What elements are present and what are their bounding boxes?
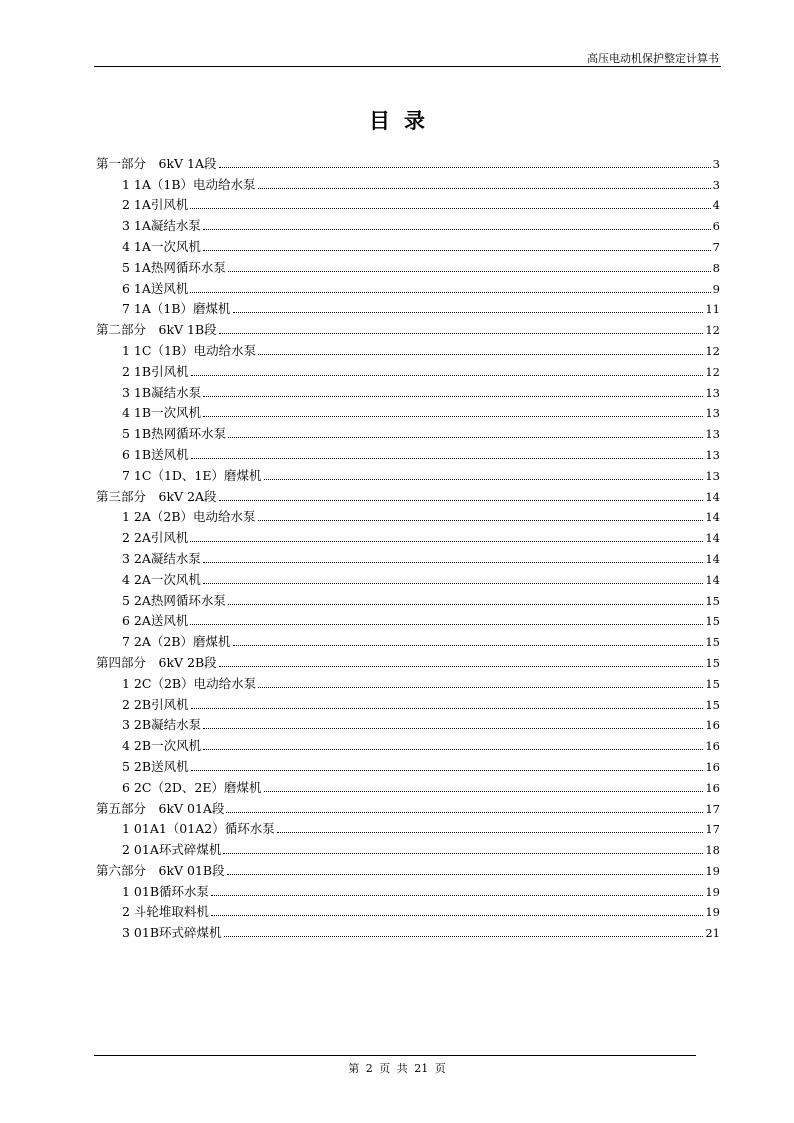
toc-entry-label: 2 1B引风机 [122,363,189,379]
toc-subsection-entry[interactable] [96,628,720,649]
dot-leader [228,604,703,605]
dot-leader [219,167,711,168]
dot-leader [226,812,703,813]
toc-entry-label: 1 1A（1B）电动给水泵 [122,176,256,192]
toc-entry-page-number: 11 [705,302,720,317]
toc-subsection-entry[interactable] [96,691,720,712]
toc-section-entry[interactable] [96,649,720,670]
header-title: 高压电动机保护整定计算书 [587,52,719,65]
toc-entry-page-number: 15 [705,697,720,712]
toc-entry-page-number: 3 [712,156,720,171]
toc-entry-page-number: 17 [705,801,720,816]
toc-entry-page-number: 16 [705,780,720,795]
toc-entry-page-number: 17 [705,822,720,837]
toc-entry-page-number: 12 [705,364,720,379]
toc-entry-page-number: 19 [705,863,720,878]
toc-subsection-entry[interactable] [96,379,720,400]
toc-entry-label: 1 2A（2B）电动给水泵 [122,509,256,525]
toc-subsection-entry[interactable] [96,400,720,421]
toc-subsection-entry[interactable] [96,212,720,233]
toc-entry-label: 4 2A一次风机 [122,571,201,587]
toc-subsection-entry[interactable] [96,753,720,774]
toc-subsection-entry[interactable] [96,358,720,379]
dot-leader [258,354,703,355]
toc-entry-label: 6 2A送风机 [122,613,189,629]
toc-entry-page-number: 14 [705,489,720,504]
toc-subsection-entry[interactable] [96,774,720,795]
toc-entry-label: 7 1C（1D、1E）磨煤机 [122,467,262,483]
toc-subsection-entry[interactable] [96,275,720,296]
toc-entry-page-number: 15 [705,635,720,650]
dot-leader [258,687,703,688]
toc-subsection-entry[interactable] [96,171,720,192]
dot-leader [228,437,703,438]
toc-section-entry[interactable] [96,795,720,816]
toc-entry-page-number: 13 [705,447,720,462]
toc-entry-page-number: 15 [705,614,720,629]
toc-subsection-entry[interactable] [96,608,720,629]
toc-entry-page-number: 16 [705,739,720,754]
toc-entry-page-number: 14 [705,531,720,546]
toc-section-entry[interactable] [96,150,720,171]
dot-leader [233,312,704,313]
toc-entry-page-number: 19 [705,905,720,920]
toc-entry-label: 3 1B凝结水泵 [122,384,202,400]
dot-leader [203,396,703,397]
dot-leader [211,895,703,896]
toc-entry-label: 5 2A热网循环水泵 [122,592,226,608]
page-header [94,46,721,67]
dot-leader [223,853,703,854]
toc-entry-label: 3 2B凝结水泵 [122,717,202,733]
toc-subsection-entry[interactable] [96,192,720,213]
toc-subsection-entry[interactable] [96,254,720,275]
toc-entry-page-number: 13 [705,406,720,421]
toc-entry-page-number: 13 [705,468,720,483]
toc-entry-label: 6 1A送风机 [122,280,189,296]
toc-entry-page-number: 7 [712,239,720,254]
toc-entry-label: 第三部分 6kV 2A段 [96,488,217,504]
toc-subsection-entry[interactable] [96,836,720,857]
toc-entry-page-number: 6 [712,219,720,234]
dot-leader [203,416,703,417]
dot-leader [191,458,704,459]
toc-section-entry[interactable] [96,857,720,878]
toc-entry-label: 第四部分 6kV 2B段 [96,654,217,670]
dot-leader [203,728,703,729]
toc-entry-page-number: 9 [712,281,720,296]
toc-section-entry[interactable] [96,483,720,504]
dot-leader [233,645,704,646]
toc-subsection-entry[interactable] [96,878,720,899]
dot-leader [191,708,704,709]
toc-subsection-entry[interactable] [96,504,720,525]
toc-subsection-entry[interactable] [96,732,720,753]
toc-entry-label: 4 1A一次风机 [122,238,201,254]
dot-leader [219,666,704,667]
toc-entry-page-number: 4 [712,198,720,213]
toc-entry-label: 5 1B热网循环水泵 [122,426,227,442]
toc-entry-label: 3 1A凝结水泵 [122,218,201,234]
toc-subsection-entry[interactable] [96,919,720,940]
toc-subsection-entry[interactable] [96,524,720,545]
toc-entry-label: 3 01B环式碎煤机 [122,925,222,941]
toc-title: 目录 [369,108,439,133]
toc-subsection-entry[interactable] [96,899,720,920]
toc-entry-label: 7 2A（2B）磨煤机 [122,634,231,650]
dot-leader [258,520,704,521]
toc-entry-label: 第一部分 6kV 1A段 [96,155,217,171]
toc-entry-page-number: 16 [705,759,720,774]
toc-subsection-entry[interactable] [96,587,720,608]
toc-entry-page-number: 18 [705,843,720,858]
dot-leader [264,479,704,480]
toc-entry-page-number: 15 [705,676,720,691]
dot-leader [227,874,704,875]
toc-entry-page-number: 3 [712,177,720,192]
toc-entry-label: 4 2B一次风机 [122,738,202,754]
toc-entry-page-number: 12 [705,343,720,358]
toc-entry-page-number: 15 [705,593,720,608]
toc-entry-label: 1 01B循环水泵 [122,883,210,899]
toc-subsection-entry[interactable] [96,441,720,462]
toc-subsection-entry[interactable] [96,712,720,733]
toc-entry-label: 5 1A热网循环水泵 [122,259,226,275]
toc-subsection-entry[interactable] [96,545,720,566]
toc-subsection-entry[interactable] [96,233,720,254]
toc-subsection-entry[interactable] [96,816,720,837]
toc-entry-label: 6 1B送风机 [122,446,189,462]
toc-entry-page-number: 21 [705,926,720,941]
toc-subsection-entry[interactable] [96,337,720,358]
toc-entry-page-number: 14 [705,572,720,587]
toc-subsection-entry[interactable] [96,296,720,317]
toc-entry-page-number: 14 [705,551,720,566]
toc-entry-label: 3 2A凝结水泵 [122,550,201,566]
toc-entry-page-number: 16 [705,718,720,733]
toc-entry-label: 2 2A引风机 [122,530,189,546]
toc-entry-label: 2 2B引风机 [122,696,189,712]
toc-entry-label: 5 2B送风机 [122,758,189,774]
dot-leader [219,500,704,501]
toc-entry-label: 6 2C（2D、2E）磨煤机 [122,779,262,795]
dot-leader [228,271,711,272]
toc-entry-label: 第二部分 6kV 1B段 [96,322,217,338]
toc-entry-page-number: 14 [705,510,720,525]
dot-leader [190,208,710,209]
toc-subsection-entry[interactable] [96,420,720,441]
dot-leader [191,375,704,376]
dot-leader [211,915,703,916]
dot-leader [203,749,703,750]
toc-entry-label: 1 1C（1B）电动给水泵 [122,342,257,358]
dot-leader [224,936,704,937]
page-number-footer: 第 2 页 共 21 页 [348,1062,446,1075]
toc-entry-label: 7 1A（1B）磨煤机 [122,301,231,317]
dot-leader [191,770,704,771]
toc-entry-label: 4 1B一次风机 [122,405,202,421]
dot-leader [203,583,703,584]
dot-leader [219,333,704,334]
toc-entry-page-number: 12 [705,323,720,338]
toc-entry-page-number: 15 [705,655,720,670]
toc-entry-label: 1 01A1（01A2）循环水泵 [122,821,275,837]
dot-leader [203,562,703,563]
dot-leader [190,292,710,293]
dot-leader [203,250,711,251]
toc-section-entry[interactable] [96,316,720,337]
dot-leader [264,791,704,792]
toc-entry-label: 2 1A引风机 [122,197,189,213]
toc-entry-label: 第五部分 6kV 01A段 [96,800,225,816]
toc-subsection-entry[interactable] [96,462,720,483]
toc-subsection-entry[interactable] [96,670,720,691]
toc-entry-page-number: 8 [712,260,720,275]
dot-leader [258,188,711,189]
dot-leader [277,832,704,833]
toc-entry-page-number: 13 [705,427,720,442]
dot-leader [190,624,703,625]
dot-leader [190,541,703,542]
toc-entry-label: 第六部分 6kV 01B段 [96,862,225,878]
toc-entry-label: 1 2C（2B）电动给水泵 [122,675,257,691]
dot-leader [203,229,711,230]
toc-entry-page-number: 13 [705,385,720,400]
footer-rule [94,1055,696,1056]
toc-entry-page-number: 19 [705,884,720,899]
toc-subsection-entry[interactable] [96,566,720,587]
table-of-contents [96,150,720,940]
toc-entry-label: 2 斗轮堆取料机 [122,904,209,920]
toc-entry-label: 2 01A环式碎煤机 [122,842,222,858]
